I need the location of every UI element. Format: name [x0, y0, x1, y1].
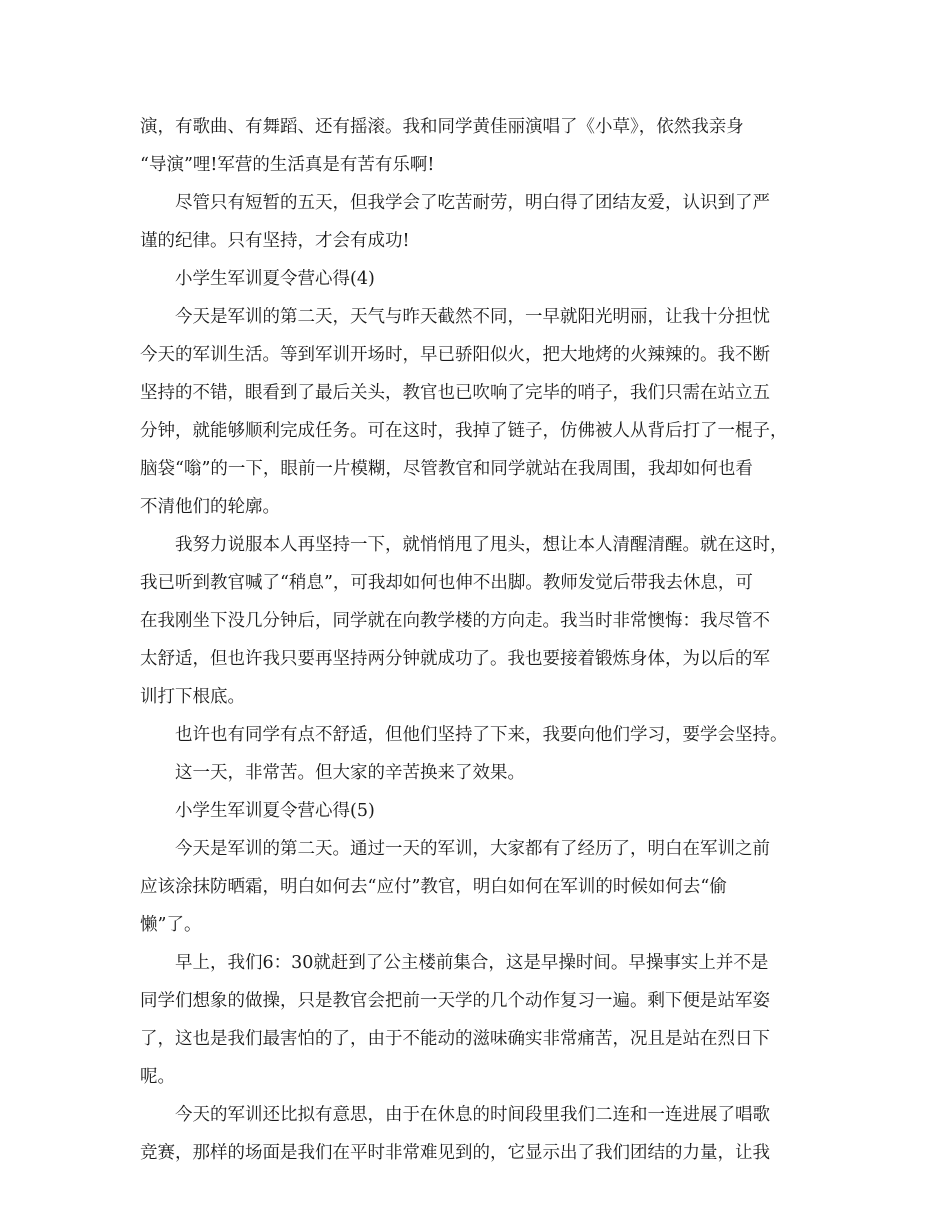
text-line: 太舒适，但也许我只要再坚持两分钟就成功了。我也要接着锻炼身体，为以后的军 [140, 649, 770, 669]
section-heading: 小学生军训夏令营心得(4) [175, 269, 375, 289]
text-line: 分钟，就能够顺利完成任务。可在这时，我掉了链子，仿佛被人从背后打了一棍子， [140, 421, 788, 441]
text-line: 在我刚坐下没几分钟后，同学就在向教学楼的方向走。我当时非常懊悔：我尽管不 [140, 611, 770, 631]
text-line: 我努力说服本人再坚持一下，就悄悄甩了甩头，想让本人清醒清醒。就在这时， [175, 535, 788, 555]
text-line: 今天的军训还比拟有意思，由于在休息的时间段里我们二连和一连进展了唱歌 [175, 1105, 770, 1125]
text-line: 今天的军训生活。等到军训开场时，早已骄阳似火，把大地烤的火辣辣的。我不断 [140, 345, 770, 365]
text-line: 尽管只有短暂的五天，但我学会了吃苦耐劳，明白得了团结友爱，认识到了严 [175, 193, 770, 213]
text-line: 早上，我们6：30就赶到了公主楼前集合，这是早操时间。早操事实上并不是 [175, 953, 769, 973]
text-line: 竞赛，那样的场面是我们在平时非常难见到的，它显示出了我们团结的力量，让我 [140, 1143, 770, 1163]
text-line: 演，有歌曲、有舞蹈、还有摇滚。我和同学黄佳丽演唱了《小草》，依然我亲身 [140, 117, 744, 137]
text-line: 今天是军训的第二天。通过一天的军训，大家都有了经历了，明白在军训之前 [175, 839, 770, 859]
text-line: 也许也有同学有点不舒适，但他们坚持了下来，我要向他们学习，要学会坚持。 [175, 725, 788, 745]
text-line: “导演”哩!军营的生活真是有苦有乐啊! [140, 155, 435, 175]
text-line: 今天是军训的第二天，天气与昨天截然不同，一早就阳光明丽，让我十分担忧 [175, 307, 770, 327]
text-line: 了，这也是我们最害怕的了，由于不能动的滋味确实非常痛苦，况且是站在烈日下 [140, 1029, 770, 1049]
text-line: 懒”了。 [140, 915, 202, 935]
text-line: 应该涂抹防晒霜，明白如何去“应付”教官，明白如何在军训的时候如何去“偷 [140, 877, 727, 897]
text-line: 坚持的不错，眼看到了最后关头，教官也已吹响了完毕的哨子，我们只需在站立五 [140, 383, 770, 403]
text-line: 我已听到教官喊了“稍息”，可我却如何也伸不出脚。教师发觉后带我去休息，可 [140, 573, 753, 593]
text-line: 呢。 [140, 1067, 175, 1087]
text-line: 这一天，非常苦。但大家的辛苦换来了效果。 [175, 763, 525, 783]
text-line: 同学们想象的做操，只是教官会把前一天学的几个动作复习一遍。剩下便是站军姿 [140, 991, 770, 1011]
section-heading: 小学生军训夏令营心得(5) [175, 801, 375, 821]
text-line: 不清他们的轮廓。 [140, 497, 280, 517]
text-line: 谨的纪律。只有坚持，才会有成功! [140, 231, 410, 251]
text-line: 脑袋“嗡”的一下，眼前一片模糊，尽管教官和同学就站在我周围，我却如何也看 [140, 459, 753, 479]
text-line: 训打下根底。 [140, 687, 245, 707]
